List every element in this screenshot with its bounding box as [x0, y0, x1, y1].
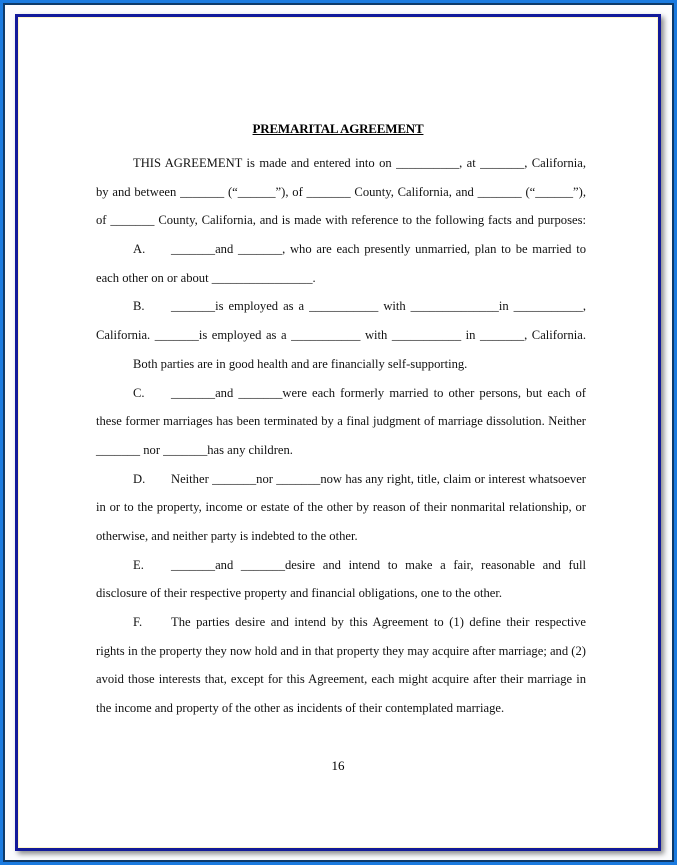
document-page	[15, 14, 661, 851]
paragraph-label: A.	[133, 242, 146, 257]
line-text: THIS AGREEMENT is made and entered into on __________, at _______, California,	[133, 156, 586, 170]
line-text: Neither _______nor _______now has any right, title, claim or interest whatsoever	[171, 471, 586, 486]
line-text: the income and property of the other as incidents of their contemplated marriage.	[96, 701, 505, 716]
text-line	[96, 149, 586, 178]
text-line	[96, 235, 586, 264]
text-line	[96, 694, 586, 723]
line-text: _______and _______were each formerly married to other persons, but each of	[171, 385, 586, 400]
text-line	[96, 321, 586, 350]
text-line	[96, 379, 586, 408]
text-line	[96, 206, 586, 235]
text-line	[96, 292, 586, 321]
text-line	[96, 436, 586, 465]
line-text: _______ nor _______has any children.	[96, 442, 293, 457]
text-line	[96, 493, 586, 522]
text-line	[96, 579, 586, 608]
text-line	[96, 407, 586, 436]
text-line	[96, 522, 586, 551]
paragraph-label: F.	[133, 615, 143, 629]
line-text: these former marriages has been terminated by a final judgment of marriage dissolution. Neither	[96, 414, 586, 429]
line-text: California. _______is employed as a ___________ with ___________ in _______, California.	[96, 328, 586, 343]
text-line	[96, 264, 586, 293]
line-text: disclosure of their respective property and financial obligations, one to the other.	[96, 586, 503, 601]
line-text: _______and _______, who are each presently unmarried, plan to be married to	[171, 242, 586, 257]
text-line	[96, 551, 586, 580]
line-text: _______is employed as a ___________ with ______________in ___________,	[171, 299, 586, 314]
line-text: each other on or about ________________.	[96, 270, 316, 285]
text-line	[96, 178, 586, 207]
line-text: avoid those interests that, except for this Agreement, each might acquire after their marriage in	[96, 672, 586, 687]
text-line	[96, 608, 586, 637]
paragraph-label: C.	[133, 385, 145, 400]
page-number: 16	[331, 758, 345, 773]
line-text: _______and _______desire and intend to make a fair, reasonable and full	[171, 557, 586, 572]
line-text: Both parties are in good health and are financially self-supporting.	[133, 356, 468, 371]
line-text: of _______ County, California, and is made with reference to the following facts and purposes:	[96, 213, 586, 228]
paragraph-label: B.	[133, 299, 145, 314]
paragraph-label: E.	[133, 557, 144, 572]
paragraph-label: D.	[133, 471, 146, 486]
line-text: rights in the property they now hold and in that property they may acquire after marriage; and (2)	[96, 643, 586, 658]
text-line	[96, 665, 586, 694]
document-title: PREMARITAL AGREEMENT	[252, 121, 424, 136]
line-text: The parties desire and intend by this Agreement to (1) define their respective	[171, 615, 586, 629]
line-text: by and between _______ (“______”), of _______ County, California, and _______ (“______”),	[96, 184, 586, 199]
text-line	[96, 350, 586, 379]
line-text: in or to the property, income or estate of the other by reason of their nonmarital relationship, or	[96, 500, 586, 515]
document-body	[96, 149, 586, 723]
text-line	[96, 465, 586, 494]
text-line	[96, 637, 586, 666]
line-text: otherwise, and neither party is indebted to the other.	[96, 528, 358, 543]
